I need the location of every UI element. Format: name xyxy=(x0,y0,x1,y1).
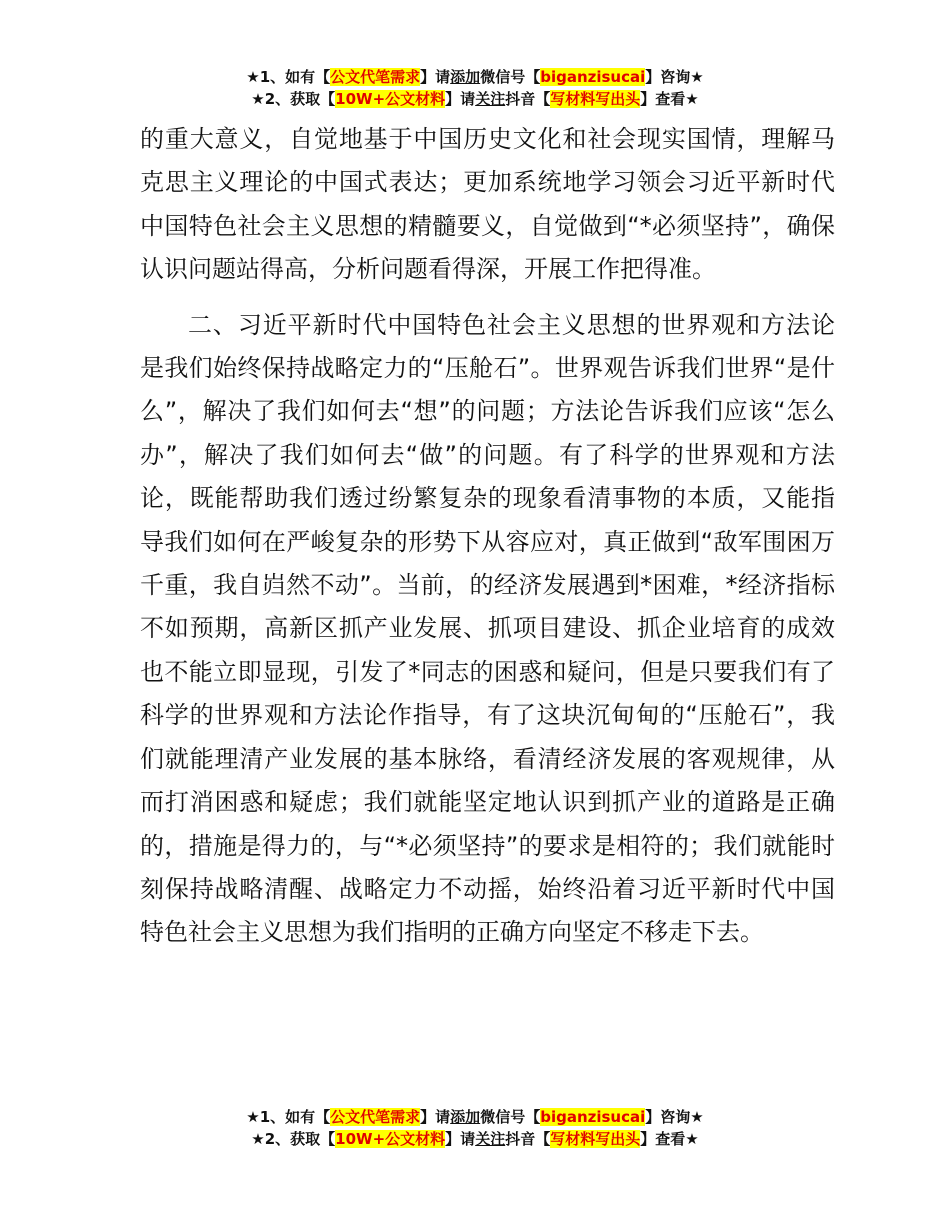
banner-line-1 xyxy=(0,1106,950,1128)
banner-text: 抖音【 xyxy=(505,90,551,108)
header-banner xyxy=(0,66,950,110)
banner-text: 微信号【 xyxy=(480,1108,541,1126)
highlight-materials: 10W+公文材料 xyxy=(335,90,446,108)
star-icon: ★ xyxy=(251,1130,265,1148)
banner-text: 1、如有【 xyxy=(259,1108,331,1126)
star-icon: ★ xyxy=(690,1108,704,1126)
banner-line-1 xyxy=(0,66,950,88)
banner-text: 微信号【 xyxy=(480,68,541,86)
banner-text: 抖音【 xyxy=(505,1130,551,1148)
banner-text: 】查看 xyxy=(640,90,686,108)
banner-text: 】咨询 xyxy=(645,1108,691,1126)
banner-text: 】咨询 xyxy=(645,68,691,86)
highlight-wechat-id: biganzisucai xyxy=(540,68,646,86)
paragraph-section-two: 二、习近平新时代中国特色社会主义思想的世界观和方法论是我们始终保持战略定力的“压舱石”。世界观告诉我们世界“是什么”，解决了我们如何去“想”的问题；方法论告诉我们应该“怎么办”，解决了我们如何去“做”的问题。有了科学的世界观和方法论，既能帮助我们透过纷繁复杂的现象看清事物的本质，又能指导我们如何在严峻复杂的形势下从容应对，真正做到“敌军围困万千重，我自岿然不动”。当前，的经济发展遇到*困难，*经济指标不如预期，高新区抓产业发展、抓项目建设、抓企业培育的成效也不能立即显现，引发了*同志的困惑和疑问，但是只要我们有了科学的世界观和方法论作指导，有了这块沉甸甸的“压舱石”，我们就能理清产业发展的基本脉络，看清经济发展的客观规律，从而打消困惑和疑虑；我们就能坚定地认识到抓产业的道路是正确的，措施是得力的，与“*必须坚持”的要求是相符的；我们就能时刻保持战略清醒、战略定力不动摇，始终沿着习近平新时代中国特色社会主义思想为我们指明的正确方向坚定不移走下去。 xyxy=(140,310,835,947)
banner-text: 】请 xyxy=(445,1130,476,1148)
highlight-douyin: 写材料写出头 xyxy=(550,1130,641,1148)
banner-text: 2、获取【 xyxy=(264,90,336,108)
star-icon: ★ xyxy=(690,68,704,86)
banner-text: 】请 xyxy=(420,1108,451,1126)
banner-emphasis: 添加 xyxy=(450,68,481,86)
highlight-service: 公文代笔需求 xyxy=(330,68,421,86)
star-icon: ★ xyxy=(685,1130,699,1148)
paragraph-continued: 的重大意义，自觉地基于中国历史文化和社会现实国情，理解马克思主义理论的中国式表达；更加系统地学习领会习近平新时代中国特色社会主义思想的精髓要义，自觉做到“*必须坚持”，确保认识问题站得高，分析问题看得深，开展工作把得准。 xyxy=(140,125,835,284)
banner-text: 】请 xyxy=(445,90,476,108)
banner-text: 2、获取【 xyxy=(264,1130,336,1148)
banner-text: 1、如有【 xyxy=(259,68,331,86)
banner-text: 】请 xyxy=(420,68,451,86)
banner-text: 】查看 xyxy=(640,1130,686,1148)
banner-emphasis: 添加 xyxy=(450,1108,481,1126)
highlight-materials: 10W+公文材料 xyxy=(335,1130,446,1148)
banner-emphasis: 关注 xyxy=(475,90,506,108)
footer-banner xyxy=(0,1106,950,1150)
banner-line-2 xyxy=(0,1128,950,1150)
star-icon: ★ xyxy=(246,1108,260,1126)
highlight-service: 公文代笔需求 xyxy=(330,1108,421,1126)
star-icon: ★ xyxy=(246,68,260,86)
highlight-douyin: 写材料写出头 xyxy=(550,90,641,108)
star-icon: ★ xyxy=(251,90,265,108)
document-body xyxy=(140,118,835,955)
highlight-wechat-id: biganzisucai xyxy=(540,1108,646,1126)
banner-line-2 xyxy=(0,88,950,110)
banner-emphasis: 关注 xyxy=(475,1130,506,1148)
star-icon: ★ xyxy=(685,90,699,108)
